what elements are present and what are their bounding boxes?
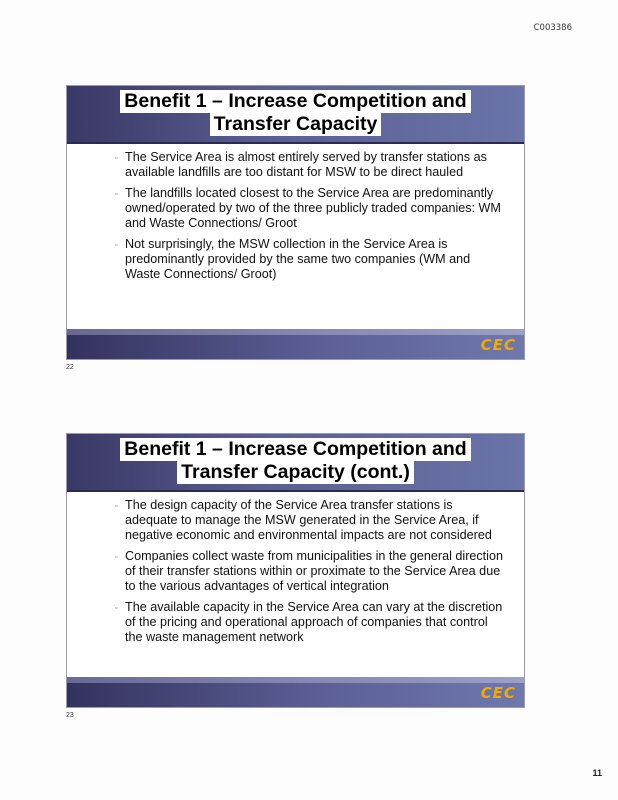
slide-1	[66, 85, 525, 360]
slide-title	[67, 438, 524, 484]
slide-2	[66, 433, 525, 708]
bullet-item: ▫ The available capacity in the Service Area can vary at the discretion of the pricing and operational approach of companies that control the waste management network	[115, 600, 503, 644]
cec-logo: CEC	[480, 684, 516, 702]
slide-title-line-2: Transfer Capacity (cont.)	[177, 461, 414, 484]
page-number: 11	[592, 768, 602, 778]
bullet-square-icon: ▫	[115, 242, 118, 249]
bullet-item: ▫ The design capacity of the Service Area transfer stations is adequate to manage the MSW generated in the Service Area, if negative economic and environmental impacts are not considered	[115, 498, 492, 542]
slide-footer-band	[67, 677, 524, 707]
slide-title-line-1: Benefit 1 – Increase Competition and	[120, 90, 470, 113]
slide-title-line-1: Benefit 1 – Increase Competition and	[120, 438, 470, 461]
document-code: C003386	[533, 23, 572, 33]
cec-logo: CEC	[480, 336, 516, 354]
bullet-item: ▫ The landfills located closest to the Service Area are predominantly owned/operated by two of the three publicly traded companies: WM and Waste Connections/ Groot	[115, 186, 501, 230]
bullet-item: ▫ The Service Area is almost entirely served by transfer stations as available landfills are too distant for MSW to be direct hauled	[115, 150, 487, 179]
bullet-square-icon: ▫	[115, 503, 118, 510]
bullet-square-icon: ▫	[115, 191, 118, 198]
bullet-square-icon: ▫	[115, 605, 118, 612]
slide-title	[67, 90, 524, 136]
bullet-list	[117, 150, 506, 288]
slide-number: 22	[66, 364, 74, 371]
bullet-item: ▫ Not surprisingly, the MSW collection in the Service Area is predominantly provided by the same two companies (WM and Waste Connections/ Groot)	[115, 237, 471, 281]
slide-title-line-2: Transfer Capacity	[210, 113, 382, 136]
bullet-square-icon: ▫	[115, 554, 118, 561]
slide-footer-band	[67, 329, 524, 359]
slide-title-rule	[67, 142, 524, 144]
bullet-square-icon: ▫	[115, 155, 118, 162]
bullet-item: ▫ Companies collect waste from municipalities in the general direction of their transfer stations within or proximate to the Service Area due to the various advantages of vertical integration	[115, 549, 503, 593]
slide-title-rule	[67, 490, 524, 492]
slide-number: 23	[66, 712, 74, 719]
bullet-list	[117, 498, 506, 651]
